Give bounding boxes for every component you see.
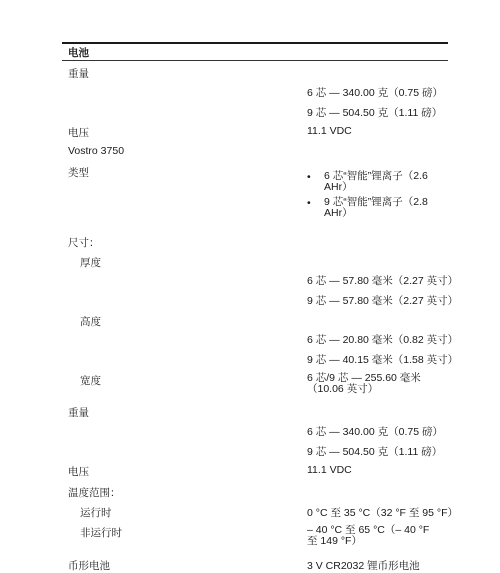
dimensions-label: 尺寸： bbox=[68, 237, 100, 249]
operating-value: 0 °C 至 35 °C（32 °F 至 95 °F） bbox=[307, 507, 459, 519]
weight2-6cell-value: 6 芯 — 340.00 克（0.75 磅） bbox=[307, 426, 443, 438]
height-9cell-value: 9 芯 — 40.15 毫米（1.58 英寸） bbox=[307, 354, 459, 366]
temp-range-label: 温度范围： bbox=[68, 487, 121, 499]
weight-9cell-value: 9 芯 — 504.50 克（1.11 磅） bbox=[307, 107, 443, 119]
section-title: 电池 bbox=[68, 47, 89, 59]
operating-label: 运行时 bbox=[80, 507, 112, 519]
thickness-6cell-value: 6 芯 — 57.80 毫米（2.27 英寸） bbox=[307, 275, 459, 287]
voltage2-value: 11.1 VDC bbox=[307, 464, 352, 476]
width-label: 宽度 bbox=[80, 375, 101, 387]
voltage-label: 电压 bbox=[68, 127, 89, 139]
header-separator bbox=[62, 60, 448, 61]
top-rule bbox=[62, 42, 448, 44]
width-value: 6 芯/9 芯 — 255.60 毫米（10.06 英寸） bbox=[307, 372, 421, 395]
type-label: 类型 bbox=[68, 167, 89, 179]
type-item-text: 6 芯“智能”锂离子（2.6 AHr） bbox=[324, 170, 428, 193]
nonoperating-value: – 40 °C 至 65 °C（– 40 °F 至 149 °F） bbox=[307, 524, 430, 547]
voltage-value: 11.1 VDC bbox=[307, 125, 352, 137]
coin-cell-label: 币形电池 bbox=[68, 560, 110, 572]
bullet-icon: • bbox=[307, 171, 311, 183]
model-label: Vostro 3750 bbox=[68, 145, 125, 157]
bullet-icon: • bbox=[307, 197, 311, 209]
coin-cell-value: 3 V CR2032 锂币形电池 bbox=[307, 560, 420, 572]
type-item-text: 9 芯“智能”锂离子（2.8 AHr） bbox=[324, 196, 428, 219]
height-6cell-value: 6 芯 — 20.80 毫米（0.82 英寸） bbox=[307, 334, 459, 346]
weight-6cell-value: 6 芯 — 340.00 克（0.75 磅） bbox=[307, 87, 443, 99]
weight2-9cell-value: 9 芯 — 504.50 克（1.11 磅） bbox=[307, 446, 443, 458]
thickness-label: 厚度 bbox=[80, 257, 101, 269]
weight-label: 重量 bbox=[68, 68, 89, 80]
weight2-label: 重量 bbox=[68, 407, 89, 419]
height-label: 高度 bbox=[80, 316, 101, 328]
thickness-9cell-value: 9 芯 — 57.80 毫米（2.27 英寸） bbox=[307, 295, 459, 307]
voltage2-label: 电压 bbox=[68, 466, 89, 478]
nonoperating-label: 非运行时 bbox=[80, 527, 122, 539]
